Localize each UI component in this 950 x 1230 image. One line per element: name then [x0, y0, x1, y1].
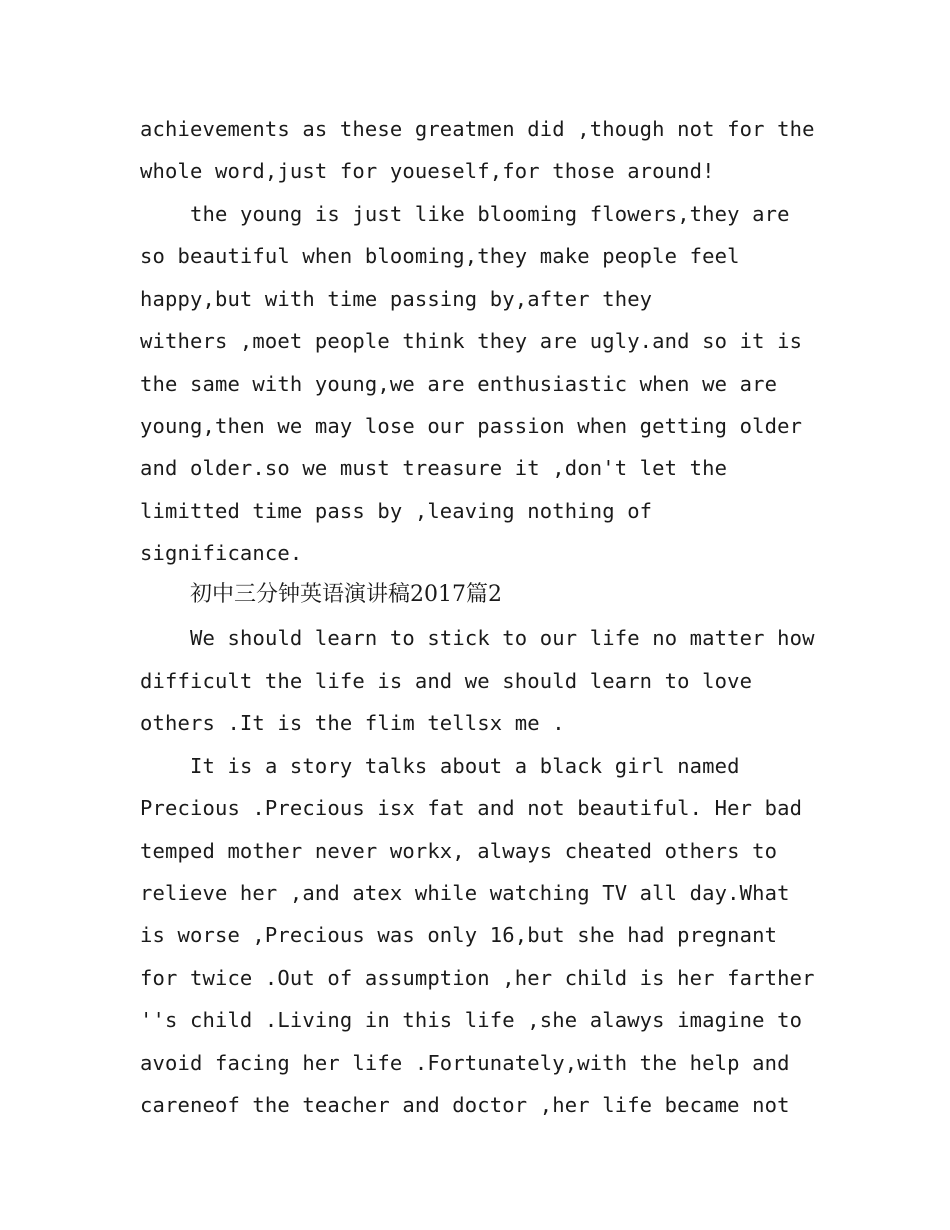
text-line: for twice .Out of assumption ,her child is her farther [140, 966, 815, 990]
text-line: so beautiful when blooming,they make people feel [140, 244, 740, 268]
text-line: withers ,moet people think they are ugly.and so it is [140, 329, 803, 353]
text-line: others .It is the flim tellsx me . [140, 711, 565, 735]
text-line: is worse ,Precious was only 16,but she had pregnant [140, 923, 778, 947]
section-heading: 初中三分钟英语演讲稿2017篇2 [190, 582, 502, 607]
paragraph-start-line: It is a story talks about a black girl named [190, 754, 740, 778]
text-line: significance. [140, 541, 303, 565]
text-line: difficult the life is and we should learn to love [140, 669, 753, 693]
text-line: happy,but with time passing by,after they [140, 287, 653, 311]
text-line: whole word,just for youeself,for those around! [140, 159, 715, 183]
text-line: achievements as these greatmen did ,though not for the [140, 117, 815, 141]
text-line: relieve her ,and atex while watching TV all day.What [140, 881, 790, 905]
text-line: the same with young,we are enthusiastic when we are [140, 372, 778, 396]
text-line: limitted time pass by ,leaving nothing of [140, 499, 653, 523]
text-line: ''s child .Living in this life ,she alawys imagine to [140, 1008, 803, 1032]
text-line: avoid facing her life .Fortunately,with the help and [140, 1051, 790, 1075]
text-line: young,then we may lose our passion when getting older [140, 414, 803, 438]
paragraph-start-line: the young is just like blooming flowers,they are [190, 202, 790, 226]
text-line: temped mother never workx, always cheated others to [140, 839, 778, 863]
text-line: Precious .Precious isx fat and not beautiful. Her bad [140, 796, 803, 820]
paragraph-start-line: We should learn to stick to our life no matter how [190, 626, 815, 650]
text-line: careneof the teacher and doctor ,her life became not [140, 1093, 790, 1117]
text-line: and older.so we must treasure it ,don't let the [140, 456, 728, 480]
